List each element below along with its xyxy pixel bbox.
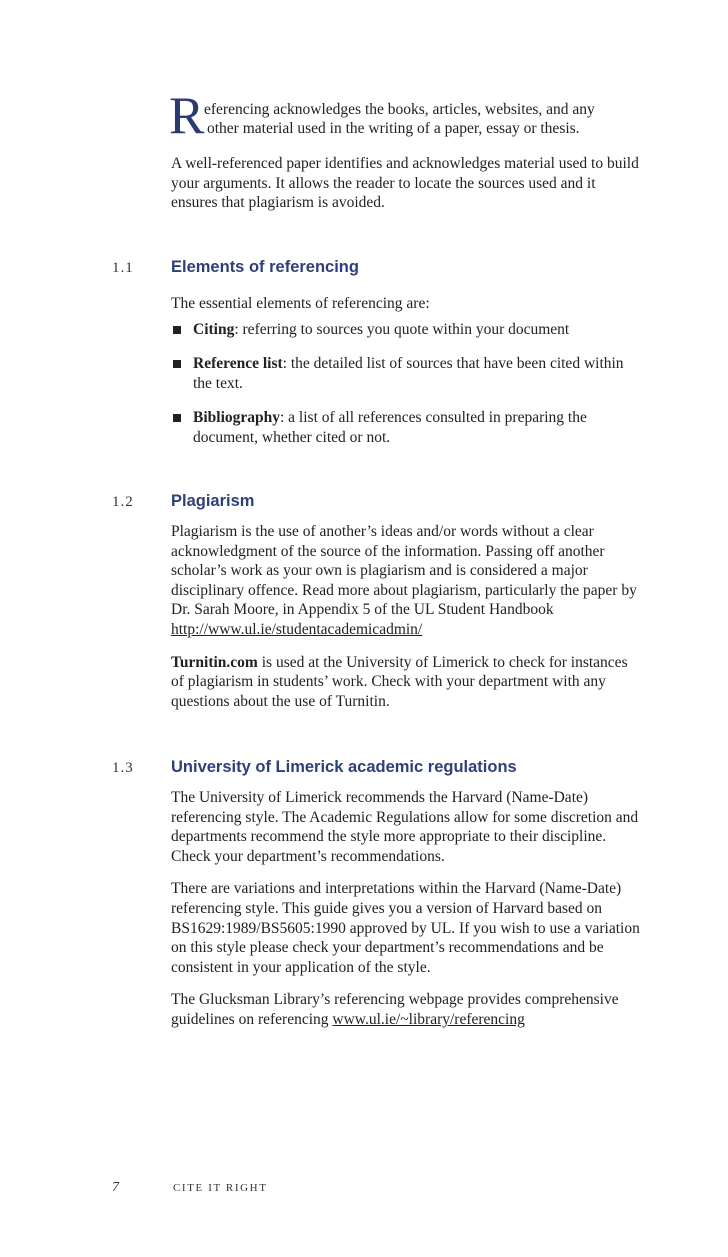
section-number: 1.2 xyxy=(112,494,134,510)
student-academic-admin-link[interactable]: http://www.ul.ie/studentacademicadmin/ xyxy=(171,620,423,638)
library-webpage-paragraph xyxy=(171,990,641,1029)
bullet-square-icon xyxy=(173,326,181,334)
turnitin-text: is used at the University of Limerick to check for instances of plagiarism in students’ work. Check with your department with any questions about the use of Turnitin. xyxy=(171,653,628,710)
page-number: 7 xyxy=(112,1180,119,1195)
plagiarism-text: Plagiarism is the use of another’s ideas and/or words without a clear acknowledgment of the source of the information. Passing off another scholar’s work as your own is plagiarism and is considered a major disciplinary offence. Read more about plagiarism, particularly the paper by Dr. Sarah Moore, in Appendix 5 of the UL Student Handbook xyxy=(171,523,637,619)
list-item-text: : a list of all references consulted in preparing the document, whether cited or not. xyxy=(193,409,587,446)
harvard-variations-paragraph: There are variations and interpretations within the Harvard (Name-Date) referencing style. This guide gives you a version of Harvard based on BS1629:1989/BS5605:1990 approved by UL. If you wish to use a variation on this style please check your department’s recommendations and be consistent in your application of the style. xyxy=(171,880,640,976)
list-item-term: Reference list xyxy=(193,355,283,373)
list-item-text: : the detailed list of sources that have been cited within the text. xyxy=(193,355,624,392)
intro-first-line: eferencing acknowledges the books, articles, websites, and any xyxy=(204,101,595,118)
list-item-text: : referring to sources you quote within your document xyxy=(234,320,570,338)
intro-dropcap-block xyxy=(169,87,641,145)
turnitin-paragraph xyxy=(171,653,641,712)
section-title: Plagiarism xyxy=(171,492,255,510)
harvard-recommendation-paragraph: The University of Limerick recommends the Harvard (Name-Date) referencing style. The Academic Regulations allow for some discretion and departments recommend the style more appropriate to their discipline. Check your department’s recommendations. xyxy=(171,789,639,865)
list-item xyxy=(171,354,641,393)
bullet-square-icon xyxy=(173,414,181,422)
list-item-term: Citing xyxy=(193,320,235,338)
list-item xyxy=(171,320,641,340)
section-lead: The essential elements of referencing are: xyxy=(171,295,430,312)
section-body xyxy=(171,294,641,463)
plagiarism-paragraph xyxy=(171,522,641,640)
bullet-square-icon xyxy=(173,360,181,368)
elements-list xyxy=(171,320,641,448)
section-title: Elements of referencing xyxy=(171,258,359,276)
intro xyxy=(169,87,641,212)
section-title: University of Limerick academic regulations xyxy=(171,758,517,776)
turnitin-name: Turnitin.com xyxy=(171,653,258,671)
footer-title: CITE IT RIGHT xyxy=(173,1182,268,1194)
section-body xyxy=(171,522,641,711)
section-body xyxy=(171,788,641,1030)
section-number: 1.3 xyxy=(112,760,134,776)
dropcap-letter: R xyxy=(169,87,205,145)
intro-paragraph: A well-referenced paper identifies and acknowledges material used to build your arguments. It allows the reader to locate the sources used and it ensures that plagiarism is avoided. xyxy=(171,155,639,212)
library-referencing-link[interactable]: www.ul.ie/~library/referencing xyxy=(332,1010,525,1028)
library-webpage-text: The Glucksman Library’s referencing webpage provides comprehensive guidelines on referencing xyxy=(171,991,619,1028)
list-item-term: Bibliography xyxy=(193,409,280,427)
intro-second-line: other material used in the writing of a paper, essay or thesis. xyxy=(207,120,580,137)
section-number: 1.1 xyxy=(112,260,134,276)
list-item xyxy=(171,408,641,447)
